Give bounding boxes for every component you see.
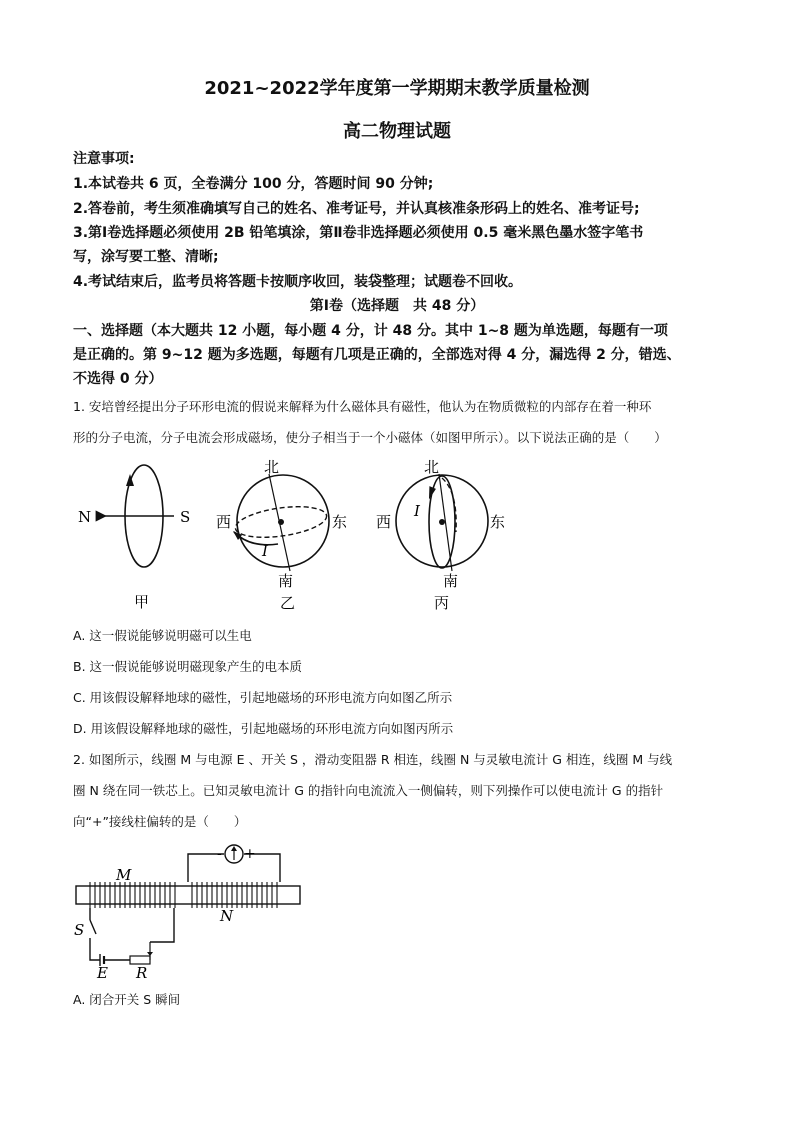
section-instructions: 一、选择题（本大题共 12 小题，每小题 4 分，计 48 分。其中 1~8 题为单选题，每题有一项 bbox=[73, 323, 668, 339]
label-south: 南 bbox=[443, 572, 459, 590]
label-m: M bbox=[116, 866, 132, 884]
q1-option-a: A. 这一假说能够说明磁可以生电 bbox=[73, 628, 252, 643]
exam-title: 2021~2022学年度第一学期期末教学质量检测 bbox=[204, 78, 590, 99]
label-south: 南 bbox=[278, 572, 294, 590]
label-n: N bbox=[78, 508, 92, 526]
label-r: R bbox=[136, 964, 148, 980]
label-current: I bbox=[414, 502, 420, 520]
label-north: 北 bbox=[424, 458, 440, 476]
q2-stem: 2. 如图所示，线圈 M 与电源 E 、开关 S ，滑动变阻器 R 相连，线圈 N 与灵敏电流计 G 相连，线圈 M 与线 bbox=[73, 752, 673, 767]
q2-stem: 向“+”接线柱偏转的是（ ） bbox=[73, 814, 247, 829]
notice-item: 4.考试结束后，监考员将答题卡按顺序收回，装袋整理；试题卷不回收。 bbox=[73, 274, 523, 290]
q1-option-c: C. 用该假设解释地球的磁性，引起地磁场的环形电流方向如图乙所示 bbox=[73, 690, 453, 705]
q1-option-d: D. 用该假设解释地球的磁性，引起地磁场的环形电流方向如图丙所示 bbox=[73, 721, 454, 736]
caption-jia: 甲 bbox=[134, 593, 150, 611]
label-s: S bbox=[74, 921, 85, 939]
label-minus: - bbox=[217, 846, 222, 862]
label-north: 北 bbox=[264, 458, 280, 476]
notice-item: 3.第Ⅰ卷选择题必须使用 2B 铅笔填涂，第Ⅱ卷非选择题必须使用 0.5 毫米黑色墨水签字笔书 bbox=[73, 225, 644, 241]
label-e: E bbox=[97, 964, 108, 980]
q1-figure bbox=[70, 452, 530, 618]
notice-item: 写，涂写要工整、清晰; bbox=[73, 249, 219, 265]
figure-yi bbox=[216, 458, 347, 612]
caption-bing: 丙 bbox=[434, 594, 450, 612]
section-heading: 第Ⅰ卷（选择题 共 48 分） bbox=[309, 298, 485, 314]
q2-figure bbox=[70, 838, 310, 980]
notice-heading: 注意事项: bbox=[73, 151, 135, 167]
figure-bing bbox=[376, 458, 505, 612]
label-east: 东 bbox=[490, 513, 506, 531]
caption-yi: 乙 bbox=[280, 594, 296, 612]
q2-stem: 圈 N 绕在同一铁芯上。已知灵敏电流计 G 的指针向电流流入一侧偏转，则下列操作可以使电流计 G 的指针 bbox=[73, 783, 664, 798]
notice-item: 2.答卷前，考生须准确填写自己的姓名、准考证号，并认真核准条形码上的姓名、准考证号; bbox=[73, 201, 640, 217]
q2-option-a: A. 闭合开关 S 瞬间 bbox=[73, 992, 181, 1007]
label-n: N bbox=[220, 907, 234, 925]
notice-item: 1.本试卷共 6 页，全卷满分 100 分，答题时间 90 分钟; bbox=[73, 176, 434, 192]
label-west: 西 bbox=[376, 513, 392, 531]
q1-stem: 形的分子电流，分子电流会形成磁场，使分子相当于一个小磁体（如图甲所示）。以下说法正确的是（ ） bbox=[73, 430, 667, 445]
q1-option-b: B. 这一假说能够说明磁现象产生的电本质 bbox=[73, 659, 303, 674]
exam-subtitle: 高二物理试题 bbox=[343, 121, 451, 142]
label-plus: + bbox=[244, 846, 256, 862]
q1-stem: 1. 安培曾经提出分子环形电流的假说来解释为什么磁体具有磁性，他认为在物质微粒的内部存在着一种环 bbox=[73, 399, 652, 414]
label-west: 西 bbox=[216, 513, 232, 531]
label-current: I bbox=[262, 542, 268, 560]
label-east: 东 bbox=[332, 513, 348, 531]
label-s: S bbox=[180, 508, 191, 526]
figure-jia bbox=[78, 465, 190, 611]
section-instructions: 不选得 0 分） bbox=[73, 371, 163, 387]
section-instructions: 是正确的。第 9~12 题为多选题，每题有几项是正确的，全部选对得 4 分，漏选得 2 分，错选、 bbox=[73, 347, 681, 363]
